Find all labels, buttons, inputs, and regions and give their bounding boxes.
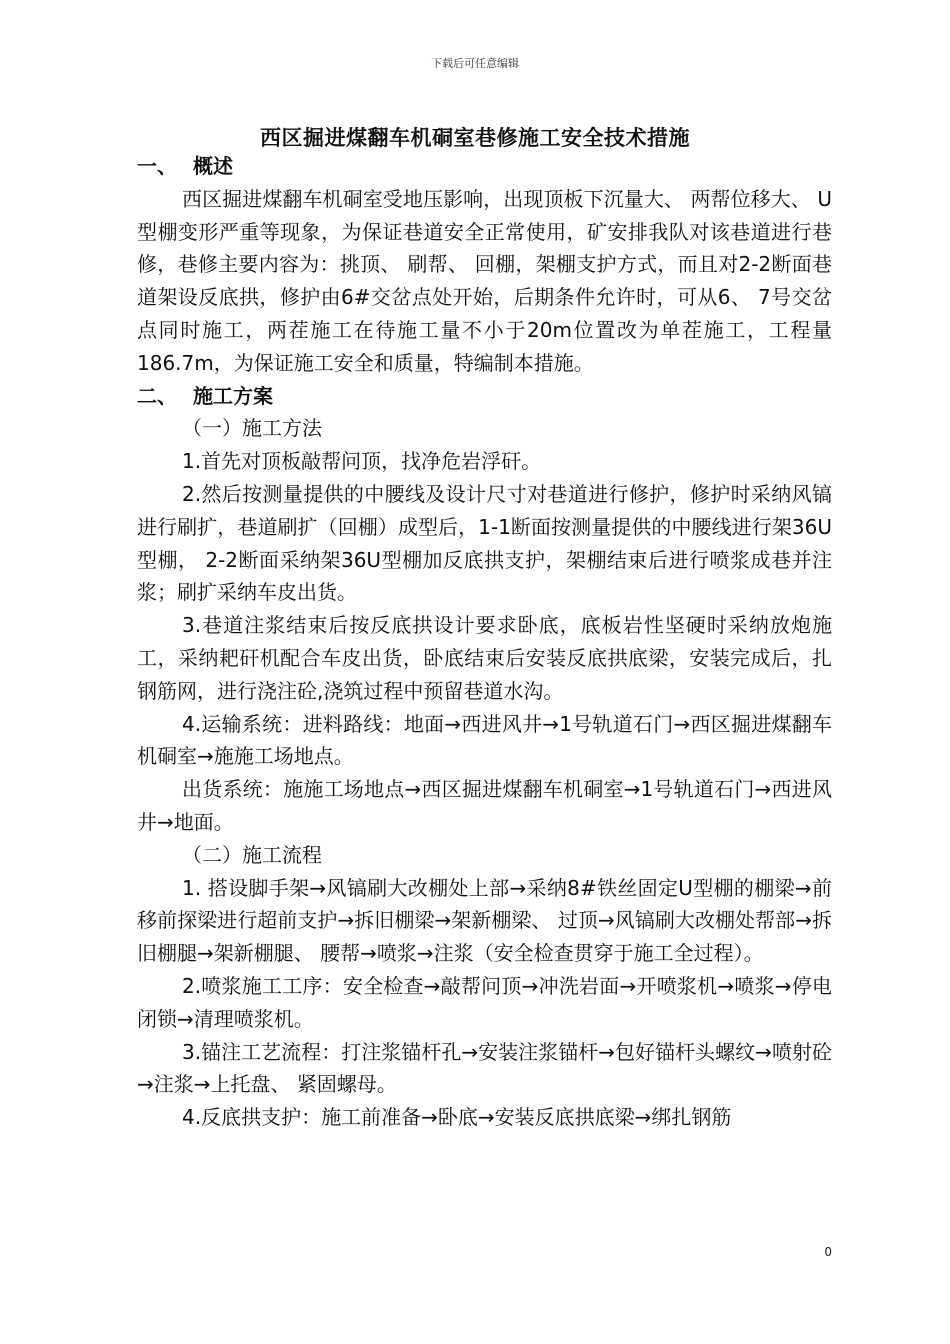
subsection-heading-process: （二）施工流程 [182, 842, 322, 867]
section-heading-overview [137, 150, 832, 183]
method-item: 3.巷道注浆结束后按反底拱设计要求卧底，底板岩性坚硬时采纳放炮施工，采纳耙矸机配合车皮出货，卧底结束后安装反底拱底梁，安装完成后，扎钢筋网，进行浇注砼,浇筑过程中预留巷道水沟。 [137, 613, 832, 703]
method-item: 2.然后按测量提供的中腰线及设计尺寸对巷道进行修护，修护时采纳风镐进行刷扩，巷道刷扩（回棚）成型后，1-1断面按测量提供的中腰线进行架36U型棚， 2-2断面采纳架36U型棚加反底拱支护，架棚结束后进行喷浆成巷并注浆；刷扩采纳车皮出货。 [137, 481, 832, 605]
section-title: 施工方案 [193, 383, 273, 408]
header-note: 下载后可任意编辑 [431, 57, 519, 70]
section-number: 一、 [137, 154, 177, 178]
page-number: 0 [824, 1245, 832, 1259]
overview-paragraph: 西区掘进煤翻车机硐室受地压影响，出现顶板下沉量大、 两帮位移大、 U型棚变形严重等现象，为保证巷道安全正常使用，矿安排我队对该巷道进行巷修，巷修主要内容为：挑顶、 刷帮、 回棚，架棚支护方式，而且对2-2断面巷道架设反底拱，修护由6#交岔点处开始，后期条件允许时，可从6、 7号交岔点同时施工，两茬施工在待施工量不小于20m位置改为单茬施工，工程量186.7m，为保证施工安全和质量，特编制本措施。 [137, 186, 832, 375]
section-heading-plan [137, 380, 832, 413]
method-item: 出货系统：施施工场地点→西区掘进煤翻车机硐室→1号轨道石门→西进风井→地面。 [137, 777, 832, 834]
method-item: 1.首先对顶板敲帮问顶，找净危岩浮矸。 [182, 449, 542, 474]
document-body [137, 150, 832, 1134]
process-item: 3.锚注工艺流程：打注浆锚杆孔→安装注浆锚杆→包好锚杆头螺纹→喷射砼→注浆→上托盘、 紧固螺母。 [137, 1039, 832, 1097]
process-item: 2.喷浆施工工序：安全检查→敲帮问顶→冲洗岩面→开喷浆机→喷浆→停电闭锁→清理喷浆机。 [137, 973, 832, 1031]
process-item: 4.反底拱支护：施工前准备→卧底→安装反底拱底梁→绑扎钢筋 [182, 1105, 732, 1130]
section-number: 二、 [137, 383, 177, 408]
subsection-heading-method: （一）施工方法 [182, 416, 322, 441]
document-title: 西区掘进煤翻车机硐室巷修施工安全技术措施 [260, 126, 690, 150]
process-item: 1. 搭设脚手架→风镐刷大改棚处上部→采纳8#铁丝固定U型棚的棚梁→前移前探梁进行超前支护→拆旧棚梁→架新棚梁、 过顶→风镐刷大改棚处帮部→拆旧棚腿→架新棚腿、 腰帮→喷浆→注浆（安全检查贯穿于施工全过程）。 [137, 875, 832, 966]
section-title: 概述 [193, 154, 233, 178]
method-item: 4.运输系统：进料路线：地面→西进风井→1号轨道石门→西区掘进煤翻车机硐室→施施工场地点。 [137, 711, 832, 769]
